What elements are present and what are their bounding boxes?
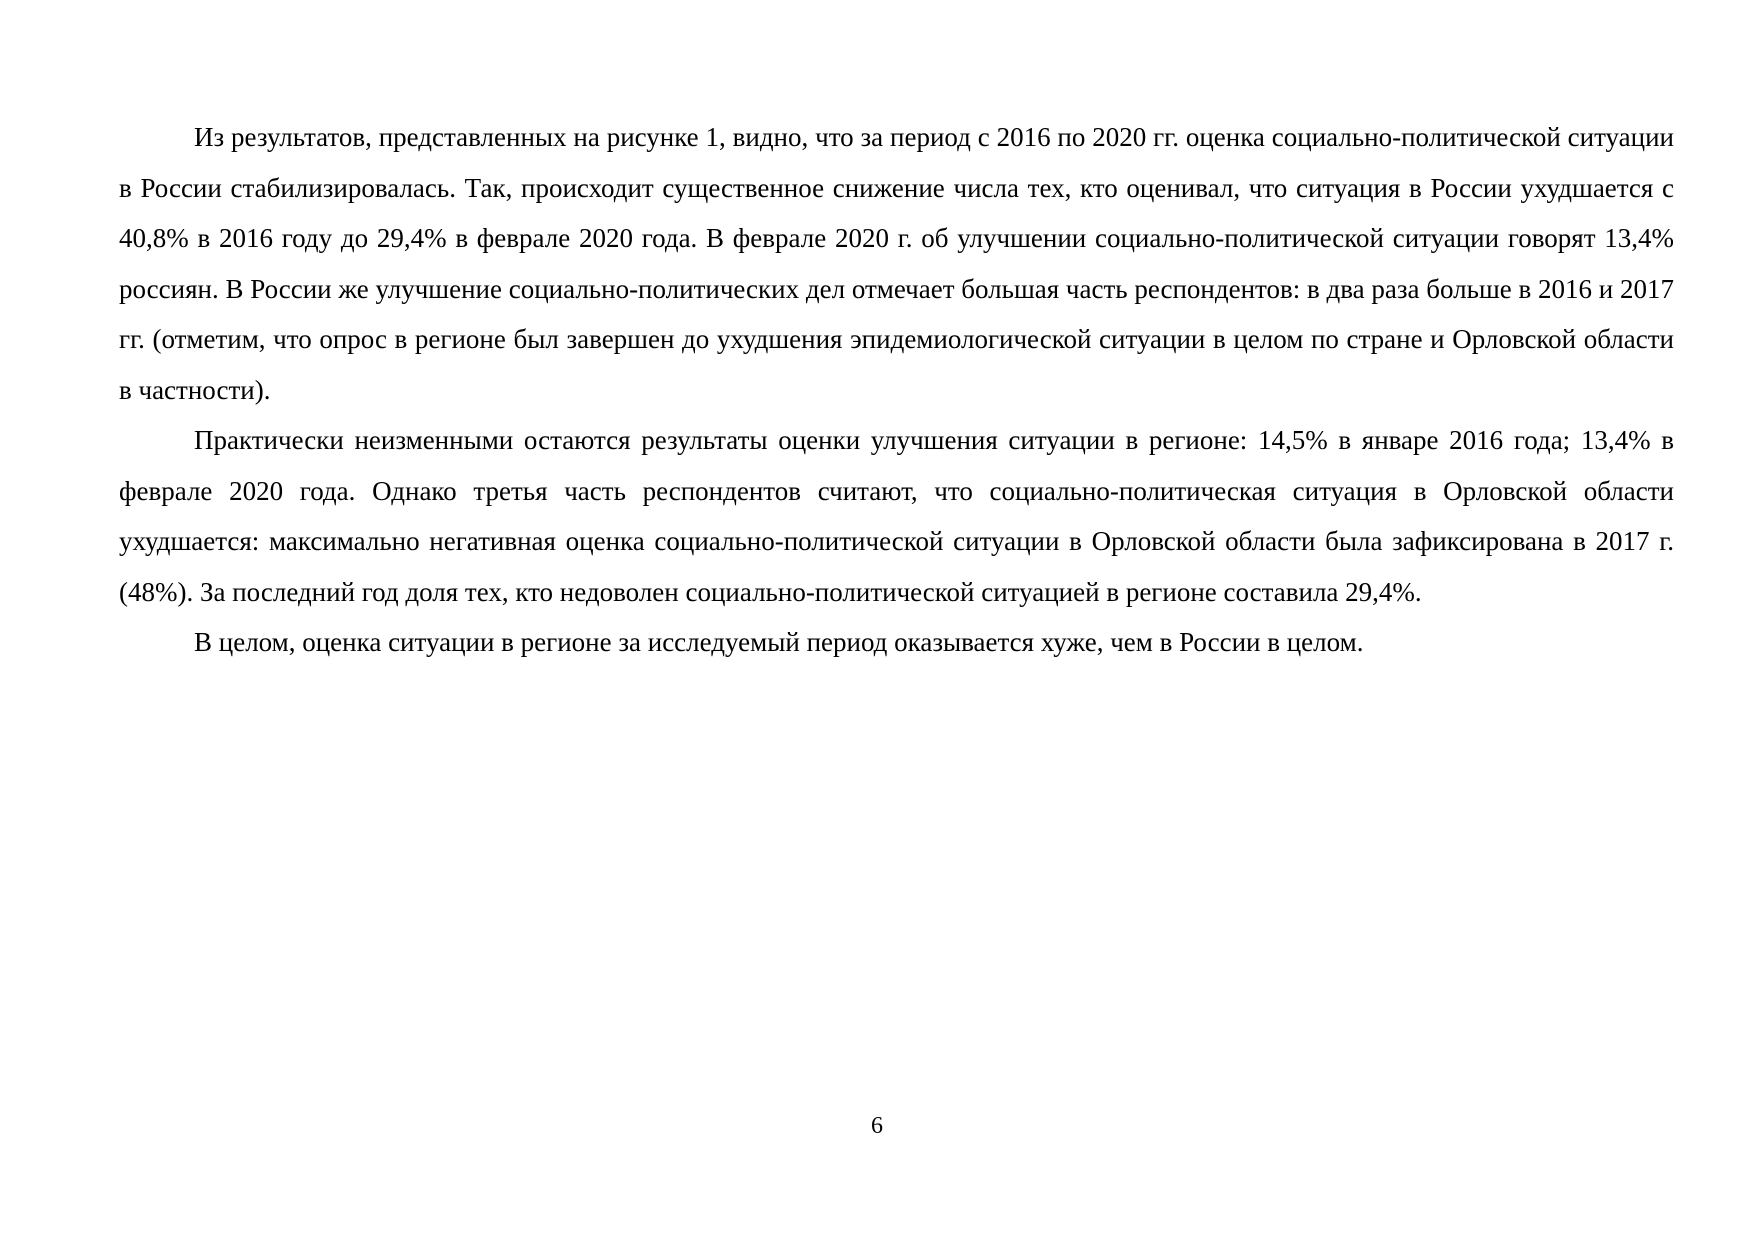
body-text <box>119 112 1674 668</box>
paragraph: Практически неизменными остаются результаты оценки улучшения ситуации в регионе: 14,5% в январе 2016 года; 13,4% в феврале 2020 года. Однако третья часть респондентов считают, что социально-политическая ситуация в Орловской области ухудшается: максимально негативная оценка социально-политической ситуации в Орловской области была зафиксирована в 2017 г. (48%). За последний год доля тех, кто недоволен социально-политической ситуацией в регионе составила 29,4%. <box>119 425 1674 607</box>
paragraph: Из результатов, представленных на рисунке 1, видно, что за период с 2016 по 2020 гг. оценка социально-политической ситуации в России стабилизировалась. Так, происходит существенное снижение числа тех, кто оценивал, что ситуация в России ухудшается с 40,8% в 2016 году до 29,4% в феврале 2020 года. В феврале 2020 г. об улучшении социально-политической ситуации говорят 13,4% россиян. В России же улучшение социально-политических дел отмечает большая часть респондентов: в два раза больше в 2016 и 2017 гг. (отметим, что опрос в регионе был завершен до ухудшения эпидемиологической ситуации в целом по стране и Орловской области в частности). <box>119 122 1674 405</box>
page-number: 6 <box>871 1113 883 1139</box>
paragraph: В целом, оценка ситуации в регионе за исследуемый период оказывается хуже, чем в России в целом. <box>194 627 1364 657</box>
